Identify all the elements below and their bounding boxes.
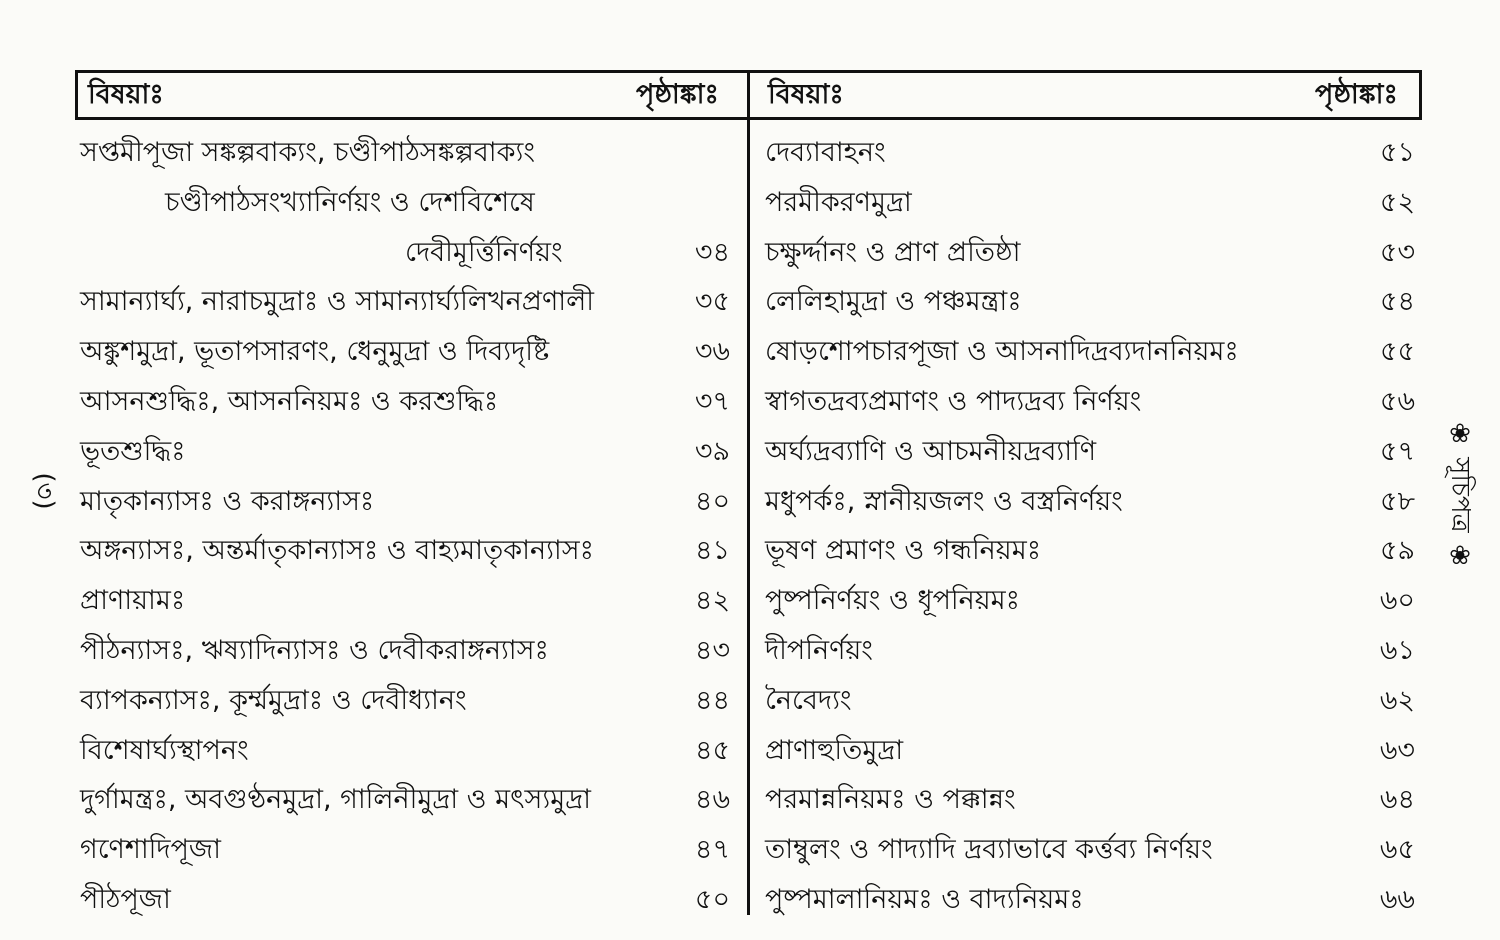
toc-entry — [765, 875, 1415, 925]
toc-entry — [765, 178, 1415, 228]
entry-page: ৬৬ — [1379, 883, 1415, 915]
entry-page: ৪৬ — [694, 784, 730, 816]
toc-entry — [765, 726, 1415, 776]
toc-entry — [765, 427, 1415, 477]
toc-entry — [765, 128, 1415, 178]
toc-entry — [765, 228, 1415, 278]
entry-page: ৩৯ — [694, 435, 730, 467]
entry-page: ৫১ — [1379, 137, 1415, 168]
toc-entry — [80, 875, 730, 925]
left-column — [80, 128, 730, 925]
entry-title: অঙ্কুশমুদ্রা, ভূতাপসারণং, ধেনুমুদ্রা ও দিব্যদৃষ্টি — [80, 336, 550, 368]
entry-title: স্বাগতদ্রব্যপ্রমাণং ও পাদ্যদ্রব্য নির্ণয়ং — [765, 385, 1142, 417]
entry-page: ৪০ — [694, 485, 730, 517]
entry-title: ভূষণ প্রমাণং ও গন্ধনিয়মঃ — [765, 535, 1042, 567]
left-page-heading: পৃষ্ঠাঙ্কাঃ — [636, 79, 719, 110]
entry-title: দেবীমূর্ত্তিনির্ণয়ং — [405, 236, 563, 268]
entry-title: প্রাণাহুতিমুদ্রা — [765, 734, 904, 766]
entry-page: ৫২ — [1379, 186, 1415, 218]
entry-title: ব্যাপকন্যাসঃ, কূর্ম্মমুদ্রাঃ ও দেবীধ্যানং — [80, 684, 467, 716]
toc-entry — [80, 277, 730, 327]
toc-entry — [765, 825, 1415, 875]
entry-title: আসনশুদ্ধিঃ, আসননিয়মঃ ও করশুদ্ধিঃ — [80, 385, 499, 417]
entry-page: ৪৪ — [694, 684, 730, 716]
entry-page: ৫৪ — [1379, 286, 1415, 318]
toc-entry — [80, 775, 730, 825]
entry-title: পরমান্ননিয়মঃ ও পক্কান্নং — [765, 784, 1016, 816]
running-title: ❀ সূচিপত্র ❀ — [1445, 419, 1475, 571]
entry-page: ৬১ — [1379, 634, 1415, 666]
toc-entry — [765, 576, 1415, 626]
entry-page: ৫৬ — [1379, 385, 1415, 417]
entry-title: ষোড়শোপচারপূজা ও আসনাদিদ্রব্যদাননিয়মঃ — [765, 336, 1239, 368]
entry-page: ৫৫ — [1379, 336, 1415, 368]
entry-title: পীঠন্যাসঃ, ঋষ্যাদিন্যাসঃ ও দেবীকরাঙ্গন্যাসঃ — [80, 634, 549, 666]
entry-page: ৪৭ — [694, 834, 730, 866]
entry-title: নৈবেদ্যং — [765, 684, 852, 716]
entry-title: গণেশাদিপূজা — [80, 834, 221, 866]
toc-entry — [765, 775, 1415, 825]
right-subject-heading: বিষয়াঃ — [768, 79, 844, 110]
toc-entry — [80, 427, 730, 477]
entry-page: ৪৫ — [694, 734, 730, 766]
entry-page: ৪২ — [694, 585, 730, 617]
column-divider — [747, 70, 750, 915]
entry-title: পরমীকরণমুদ্রা — [765, 186, 912, 218]
table-of-contents — [75, 70, 1422, 930]
toc-entry — [80, 626, 730, 676]
entry-title: অর্ঘ্যদ্রব্যাণি ও আচমনীয়দ্রব্যাণি — [765, 435, 1097, 467]
toc-entry — [765, 377, 1415, 427]
entry-title: চণ্ডীপাঠসংখ্যানির্ণয়ং ও দেশবিশেষে — [165, 186, 535, 218]
entry-title: দেব্যাবাহনং — [765, 137, 886, 168]
page-number: (৩) — [29, 472, 59, 510]
entry-page: ৬৫ — [1379, 834, 1415, 866]
toc-entry — [80, 825, 730, 875]
entry-title: প্রাণায়ামঃ — [80, 585, 186, 617]
toc-entry — [80, 726, 730, 776]
right-page-heading: পৃষ্ঠাঙ্কাঃ — [1315, 79, 1398, 110]
toc-entry — [80, 526, 730, 576]
entry-page: ৬৪ — [1379, 784, 1415, 816]
entry-title: পীঠপূজা — [80, 883, 171, 915]
toc-entry — [765, 676, 1415, 726]
entry-page: ৩৫ — [694, 286, 730, 318]
toc-entry — [80, 377, 730, 427]
toc-entry — [765, 477, 1415, 527]
entry-page: ৫৩ — [1379, 236, 1415, 268]
entry-title: ভূতশুদ্ধিঃ — [80, 435, 186, 467]
right-column — [765, 128, 1415, 925]
entry-page: ৬০ — [1379, 585, 1415, 617]
entry-page: ৩৬ — [694, 336, 730, 368]
entry-title: সামান্যার্ঘ্য, নারাচমুদ্রাঃ ও সামান্যার্ঘ্যলিখনপ্রণালী — [80, 286, 594, 318]
entry-page: ৬২ — [1379, 684, 1415, 716]
entry-title: লেলিহামুদ্রা ও পঞ্চমন্ত্রাঃ — [765, 286, 1022, 318]
entry-page: ৫০ — [694, 883, 730, 915]
entry-title: মধুপর্কঃ, স্নানীয়জলং ও বস্ত্রনির্ণয়ং — [765, 485, 1123, 517]
entry-title: সপ্তমীপূজা সঙ্কল্পবাক্যং, চণ্ডীপাঠসঙ্কল্পবাক্যং — [80, 137, 535, 168]
entry-page: ৫৮ — [1379, 485, 1415, 517]
toc-entry — [765, 327, 1415, 377]
entry-title: দুর্গামন্ত্রঃ, অবগুণ্ঠনমুদ্রা, গালিনীমুদ্রা ও মৎস্যমুদ্রা — [80, 784, 591, 816]
toc-entry — [765, 277, 1415, 327]
entry-title: অঙ্গন্যাসঃ, অন্তর্মাতৃকান্যাসঃ ও বাহ্যমাতৃকান্যাসঃ — [80, 535, 594, 567]
entry-page: ৩৪ — [694, 236, 730, 268]
entry-page: ৪৩ — [694, 634, 730, 666]
toc-entry — [80, 128, 730, 178]
entry-title: বিশেষার্ঘ্যস্থাপনং — [80, 734, 249, 766]
left-subject-heading: বিষয়াঃ — [88, 79, 164, 110]
toc-entry — [80, 228, 730, 278]
entry-title: চক্ষুর্দ্দানং ও প্রাণ প্রতিষ্ঠা — [765, 236, 1021, 268]
entry-page: ৫৭ — [1379, 435, 1415, 467]
entry-title: দীপনির্ণয়ং — [765, 634, 873, 666]
entry-page: ৩৭ — [694, 385, 730, 417]
entry-title: মাতৃকান্যাসঃ ও করাঙ্গন্যাসঃ — [80, 485, 375, 517]
toc-entry — [765, 526, 1415, 576]
toc-entry — [765, 626, 1415, 676]
toc-entry — [80, 576, 730, 626]
toc-entry — [80, 178, 730, 228]
toc-entry — [80, 327, 730, 377]
entry-page: ৬৩ — [1379, 734, 1415, 766]
toc-entry — [80, 477, 730, 527]
entry-page: ৪১ — [694, 535, 730, 567]
entry-title: পুষ্পনির্ণয়ং ও ধূপনিয়মঃ — [765, 585, 1021, 617]
entry-title: তাম্বুলং ও পাদ্যাদি দ্রব্যাভাবে কর্ত্তব্য নির্ণয়ং — [765, 834, 1213, 866]
entry-page: ৫৯ — [1379, 535, 1415, 567]
entry-title: পুষ্পমালানিয়মঃ ও বাদ্যনিয়মঃ — [765, 883, 1084, 915]
toc-entry — [80, 676, 730, 726]
